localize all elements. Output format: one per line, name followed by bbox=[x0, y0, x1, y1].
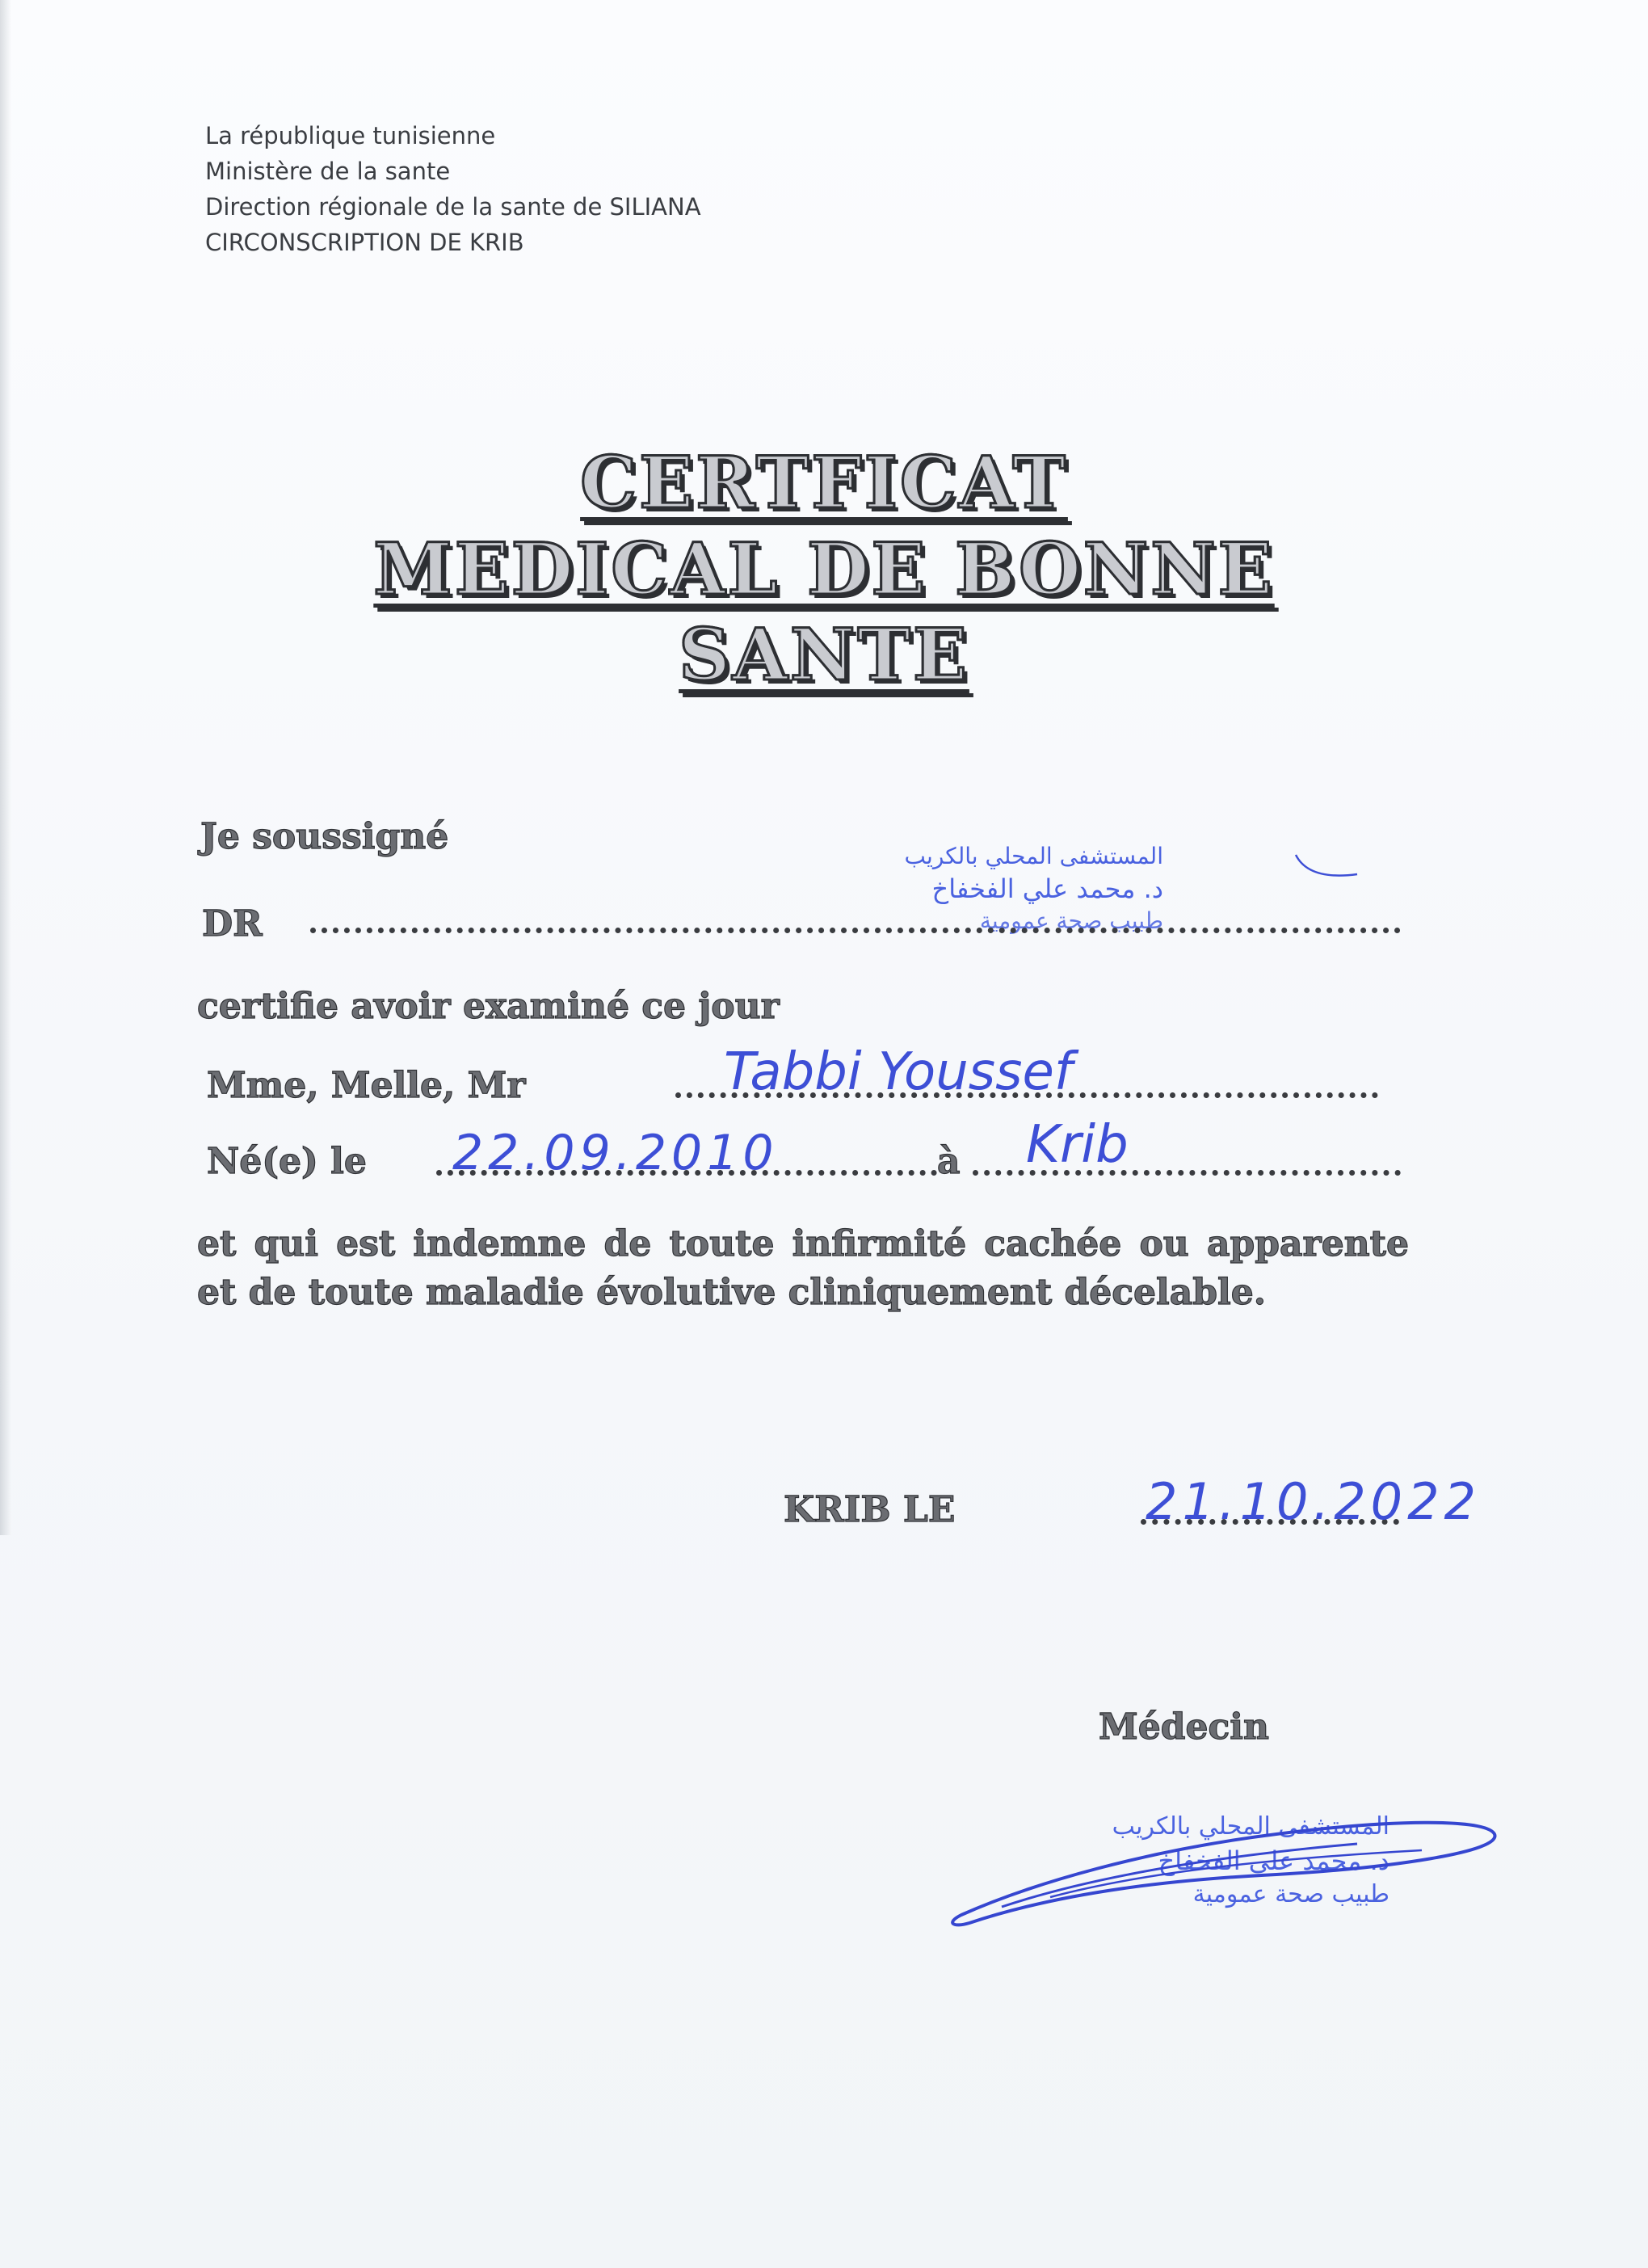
birth-place-handwritten: Krib bbox=[1026, 1115, 1129, 1175]
date-handwritten: 21.10.2022 bbox=[1146, 1472, 1481, 1531]
stamp-bottom-line-1: المستشفى المحلي بالكريب bbox=[1112, 1812, 1389, 1841]
letterhead-line-1: La république tunisienne bbox=[205, 122, 496, 149]
stamp-top-line-2: د. محمد علي الفخفاخ bbox=[931, 873, 1163, 904]
title-line-3: SANTE bbox=[679, 612, 969, 696]
a-label: à bbox=[937, 1141, 961, 1182]
stamp-top-line-3: طبيب صحة عمومية bbox=[979, 907, 1163, 934]
health-statement: et qui est indemne de toute infirmité cachée ou apparente et de toute maladie évolutive cliniquement décelable. bbox=[197, 1223, 1409, 1313]
letterhead-line-2: Ministère de la sante bbox=[205, 158, 451, 185]
letterhead-line-3: Direction régionale de la sante de SILIANA bbox=[205, 193, 701, 221]
certifie-label: certifie avoir examiné ce jour bbox=[197, 986, 780, 1027]
doctor-stamp-top bbox=[792, 840, 1163, 937]
doctor-signature bbox=[937, 1794, 1519, 1939]
stamp-top-line-1: المستشفى المحلي بالكريب bbox=[904, 843, 1163, 869]
born-label: Né(e) le bbox=[207, 1141, 367, 1182]
ink-mark bbox=[1293, 848, 1365, 889]
stamp-bottom-line-2: د. محمد علي الفخفاخ bbox=[1158, 1845, 1389, 1876]
place-date-label: KRIB LE bbox=[784, 1489, 956, 1530]
birth-date-handwritten: 22.09.2010 bbox=[452, 1125, 779, 1181]
je-soussigne-label: Je soussigné bbox=[200, 816, 449, 857]
letterhead bbox=[205, 118, 701, 260]
dr-label: DR bbox=[202, 903, 263, 945]
scan-edge-shadow bbox=[0, 0, 11, 1535]
dr-dotted-line bbox=[310, 928, 1401, 933]
title-line-1: CERTFICAT bbox=[580, 440, 1068, 524]
medecin-label: Médecin bbox=[1099, 1706, 1269, 1748]
person-name-handwritten: Tabbi Youssef bbox=[724, 1042, 1073, 1102]
stamp-bottom-line-3: طبيب صحة عمومية bbox=[1192, 1880, 1389, 1908]
letterhead-line-4: CIRCONSCRIPTION DE KRIB bbox=[205, 229, 524, 256]
title-line-2: MEDICAL DE BONNE bbox=[373, 527, 1275, 611]
person-label: Mme, Melle, Mr bbox=[207, 1065, 526, 1106]
